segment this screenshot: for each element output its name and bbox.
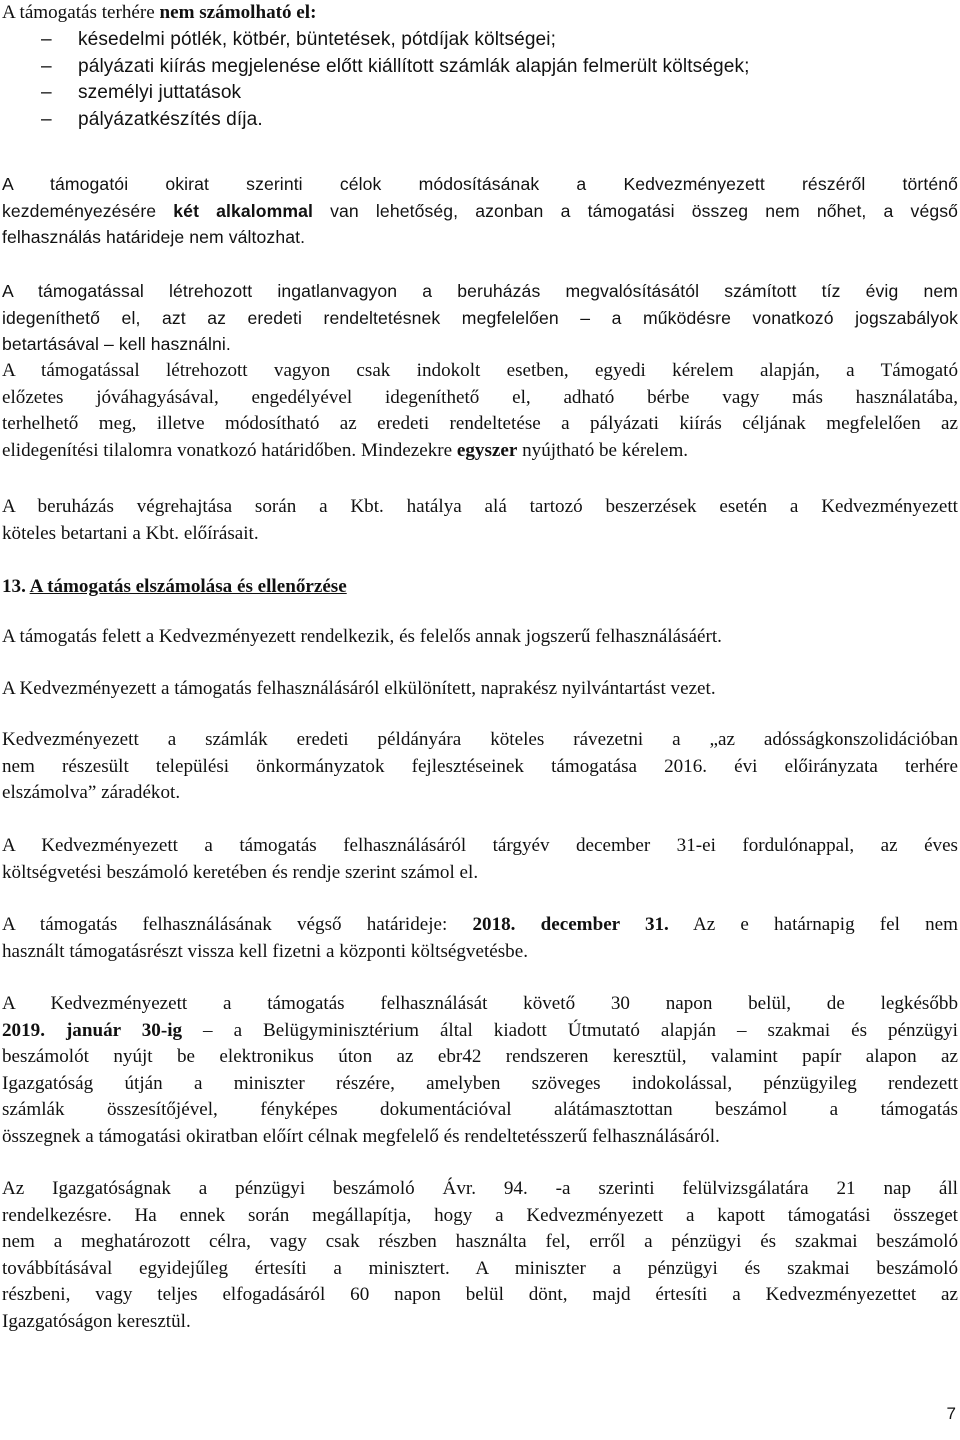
paragraph-line: összegnek a támogatási okiratban előírt célnak megfelelő és rendeltetésszerű felhasználásáról.: [2, 1125, 720, 1147]
text-run: elidegenítési tilalomra vonatkozó határidőben. Mindezekre: [2, 439, 457, 461]
paragraph-line: felhasználás határideje nem változhat.: [2, 227, 306, 247]
report-deadline-date: 2019. január 30-ig: [2, 1019, 183, 1041]
paragraph-line: idegeníthető el, azt az eredeti rendeltetésnek megfelelően – a működésre vonatkozó jogszabályok: [2, 307, 958, 328]
paragraph-line: A támogatással létrehozott vagyon csak indokolt esetben, egyedi kérelem alapján, a Támogató: [2, 360, 958, 381]
paragraph-line: A Kedvezményezett a támogatás felhasználásáról tárgyév december 31-ei fordulónappal, az éves: [2, 835, 958, 856]
list-item-text: személyi juttatások: [78, 82, 242, 103]
text-run: nyújtható be kérelem.: [517, 439, 689, 461]
paragraph-line: A támogatói okirat szerinti célok módosításának a Kedvezményezett részéről történő: [2, 174, 958, 194]
paragraph-line: A Kedvezményezett a támogatás felhasználásáról elkülönített, naprakész nyilvántartást vezet.: [2, 678, 716, 699]
control-paragraph: [2, 624, 958, 651]
paragraph-line: [2, 438, 958, 465]
paragraph-line: [2, 198, 958, 225]
paragraph-line: Igazgatóságon keresztül.: [2, 1310, 191, 1332]
paragraph-line: Igazgatóság útján a miniszter részére, amelyben szöveges indokolással, pénzügyileg rendezett: [2, 1072, 958, 1094]
text-run: – a Belügyminisztérium által kiadott Útmutató alapján – szakmai és pénzügyi: [182, 1019, 958, 1041]
paragraph-line: használt támogatásrészt vissza kell fizetni a központi költségvetésbe.: [2, 940, 528, 962]
text-run: van lehetőség, azonban a támogatási összeg nem nőhet, a végső: [313, 200, 959, 221]
paragraph-line: A Kedvezményezett a támogatás felhasználását követő 30 napon belül, de legkésőbb: [2, 993, 958, 1014]
page-number: 7: [946, 1404, 956, 1423]
text-run: kezdeményezésére: [2, 200, 174, 221]
excluded-costs-block: [2, 0, 958, 27]
paragraph-line: nem a meghatározott célra, vagy csak részben használta fel, erről a pénzügyi és szakmai beszámoló: [2, 1231, 958, 1252]
paragraph-line: [2, 1018, 958, 1045]
paragraph-line: rendelkezésre. Ha ennek során megállapítja, hogy a Kedvezményezett a kapott támogatási összeget: [2, 1204, 958, 1226]
bold-run: egyszer: [456, 439, 518, 461]
paragraph-line: Kedvezményezett a számlák eredeti példányára köteles rávezetni a „az adósságkonszolidációban: [2, 729, 958, 750]
list-item-text: késedelmi pótlék, kötbér, büntetések, pótdíjak költségei;: [78, 29, 557, 50]
list-item-text: pályázati kiírás megjelenése előtt kiállított számlák alapján felmerült költségek;: [78, 55, 750, 77]
bold-run: két alkalommal: [173, 200, 313, 221]
deadline-paragraph: [2, 912, 958, 965]
review-paragraph: [2, 1176, 958, 1335]
list-item-text: pályázatkészítés díja.: [78, 108, 263, 130]
paragraph-line: A támogatás felett a Kedvezményezett rendelkezik, és felelős annak jogszerű felhasználásáért.: [2, 626, 722, 647]
text-run: Az e határnapig fel nem: [668, 914, 958, 935]
invoice-endorsement-paragraph: [2, 727, 958, 807]
excluded-title: [2, 0, 958, 27]
paragraph-line: köteles betartani a Kbt. előírásait.: [2, 522, 259, 544]
paragraph-line: továbbításával egyidejűleg értesíti a minisztert. A miniszter a pénzügyi és szakmai beszámoló: [2, 1257, 958, 1279]
dash-bullet: –: [41, 55, 52, 77]
procurement-paragraph: [2, 494, 958, 547]
paragraph-line: elszámolva” záradékot.: [2, 782, 181, 803]
modification-paragraph: [2, 171, 958, 251]
list-item: [2, 27, 958, 54]
dash-bullet: –: [41, 82, 52, 103]
excluded-costs-list: [2, 27, 958, 133]
paragraph-line: A támogatással létrehozott ingatlanvagyon a beruházás megvalósításától számított tíz évig nem: [2, 281, 958, 301]
property-alienation-paragraph: [2, 358, 958, 464]
text-run: A támogatás felhasználásának végső határideje:: [2, 914, 473, 935]
list-item: [2, 107, 958, 134]
excluded-title-text: A támogatás terhére: [2, 2, 160, 23]
paragraph-line: részbeni, vagy teljes elfogadásáról 60 napon belül dönt, majd értesíti a Kedvezményezettet az: [2, 1284, 958, 1305]
paragraph-line: előzetes jóváhagyásával, engedélyével idegeníthető el, adható bérbe vagy más használatába,: [2, 386, 958, 408]
list-item: [2, 80, 958, 107]
paragraph-line: költségvetési beszámoló keretében és rendje szerint számol el.: [2, 861, 479, 883]
section-title: A támogatás elszámolása és ellenőrzése: [29, 576, 347, 597]
list-item: [2, 54, 958, 81]
report-paragraph: [2, 991, 958, 1150]
paragraph-line: számlák összesítőjével, fényképes dokumentációval alátámasztottan beszámol a támogatás: [2, 1099, 958, 1120]
paragraph-line: betartásával – kell használni.: [2, 334, 231, 354]
paragraph-line: A beruházás végrehajtása során a Kbt. hatálya alá tartozó beszerzések esetén a Kedvezményezett: [2, 496, 958, 517]
dash-bullet: –: [41, 108, 52, 130]
paragraph-line: terhelhető meg, illetve módosítható az eredeti rendeltetése a pályázati kiírás céljának megfelelően az: [2, 413, 958, 434]
paragraph-line: beszámolót nyújt be elektronikus úton az ebr42 rendszeren keresztül, valamint papír alapon az: [2, 1046, 958, 1067]
paragraph-line: Az Igazgatóságnak a pénzügyi beszámoló Ávr. 94. -a szerinti felülvizsgálatára 21 nap áll: [2, 1178, 958, 1199]
paragraph-line: nem részesült települési önkormányzatok fejlesztéseinek támogatása 2016. évi előirányzata terhére: [2, 755, 958, 777]
deadline-date: 2018. december 31.: [472, 914, 669, 935]
excluded-title-bold: nem számolható el:: [159, 2, 317, 23]
yearend-accounting-paragraph: [2, 833, 958, 886]
paragraph-line: [2, 912, 958, 939]
property-restriction-paragraph: [2, 278, 958, 358]
records-paragraph: [2, 676, 958, 703]
section-heading: [2, 574, 958, 601]
section-number: 13.: [2, 576, 26, 597]
dash-bullet: –: [41, 29, 52, 50]
